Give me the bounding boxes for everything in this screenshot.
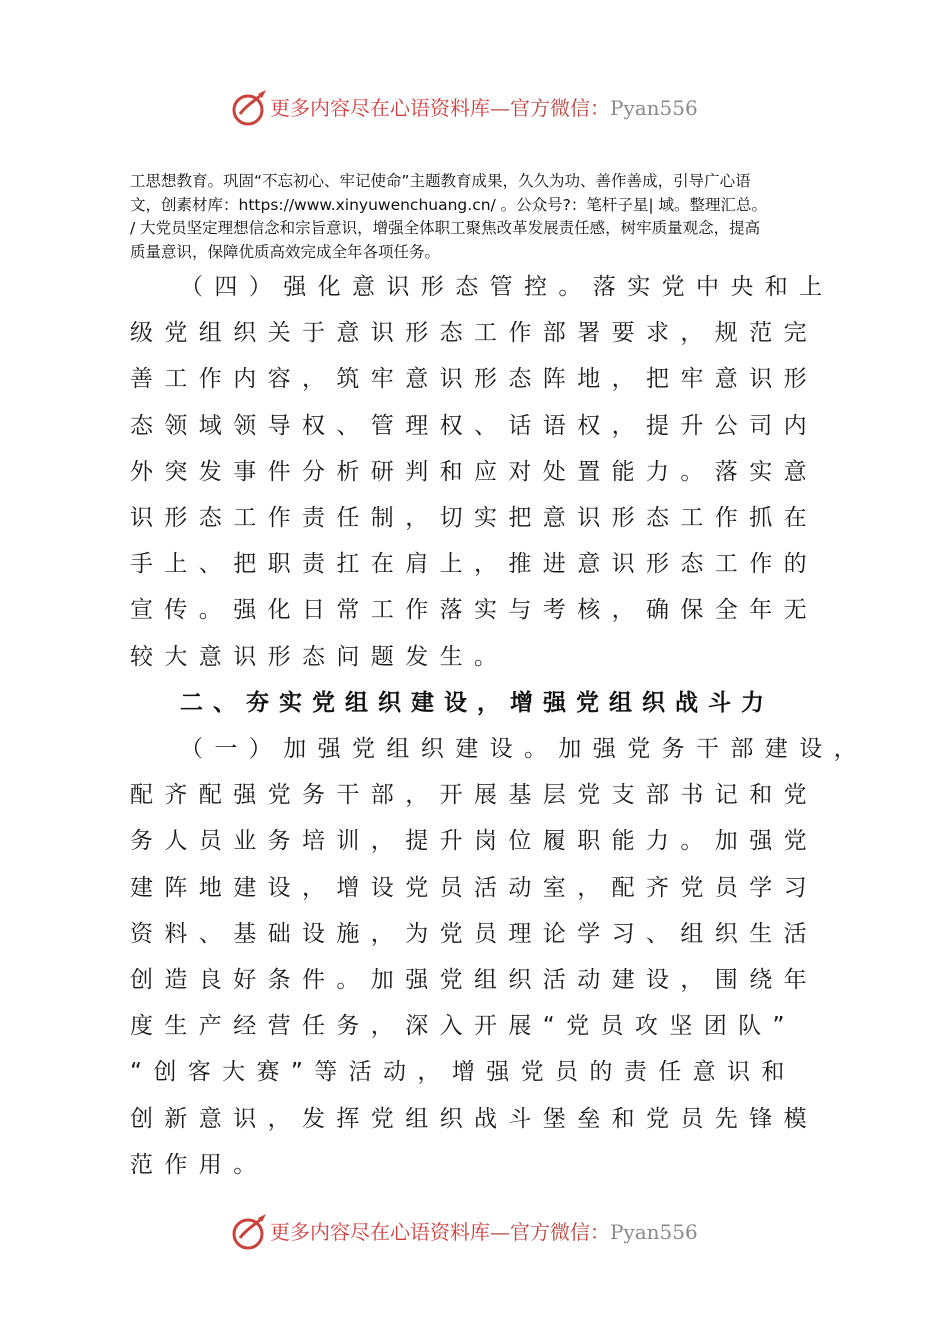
intro-line: 工思想教育。巩固“不忘初心、牢记使命”主题教育成果，久久为功、善作善成，引导广心语 [130,172,751,190]
paragraph-line: （四）强化意识形态管控。落实党中央和上 [180,274,834,300]
paragraph-line: 创新意识，发挥党组织战斗堡垒和党员先锋模 [130,1105,818,1132]
paragraph-line: 善工作内容，筑牢意识形态阵地，把牢意识形 [130,366,818,393]
section-one-paragraph [130,726,868,1188]
intro-line: / 大党员坚定理想信念和宗旨意识，增强全体职工聚焦改革发展责任感，树牢质量观念，提高 [130,219,761,237]
paragraph-line: 外突发事件分析研判和应对处置能力。落实意 [130,458,818,485]
banner-wechat-label: —官方微信： [490,96,610,120]
paragraph-line: 创造良好条件。加强党组织活动建设，围绕年 [130,966,818,993]
banner-text [270,1216,698,1245]
pen-logo-icon [230,1212,270,1252]
paragraph-line: 态领域领导权、管理权、话语权，提升公司内 [130,412,818,439]
paragraph-line: 务人员业务培训，提升岗位履职能力。加强党 [130,828,818,855]
paragraph-line: 较大意识形态问题发生。 [130,643,509,670]
pen-logo-icon [230,88,270,128]
section-heading: 二、夯实党组织建设，增强党组织战斗力 [180,690,774,716]
paragraph-line: 资料、基础设施，为党员理论学习、组织生活 [130,920,818,947]
paragraph-line: 建阵地建设，增设党员活动室，配齐党员学习 [130,874,818,901]
paragraph-line: 宣传。强化日常工作落实与考核，确保全年无 [130,597,818,624]
paragraph-line: 度生产经营任务，深入开展“党员攻坚团队” [130,1013,796,1040]
intro-paragraph [130,170,840,264]
paragraph-line: 手上、把职责扛在肩上，推进意识形态工作的 [130,551,818,578]
banner-wechat-id: Pyan556 [610,96,698,120]
paragraph-line: 识形态工作责任制，切实把意识形态工作抓在 [130,504,818,531]
intro-line: 文，创素材库：https://www.xinyuwenchuang.cn/ 。公众号?：笔杆子星| 域。整理汇总。 [130,195,768,214]
banner-title: 更多内容尽在心语资料库 [270,1220,490,1244]
paragraph-line: 配齐配强党务干部，开展基层党支部书记和党 [130,782,818,809]
banner-text [270,92,698,121]
paragraph-line: （一）加强党组织建设。加强党务干部建设， [180,736,868,762]
header-banner [0,82,950,132]
footer-banner [0,1206,950,1256]
intro-line: 质量意识，保障优质高效完成全年各项任务。 [130,242,441,261]
banner-wechat-label: —官方微信： [490,1220,610,1244]
section-four-paragraph [130,264,834,680]
paragraph-line: 级党组织关于意识形态工作部署要求，规范完 [130,320,818,347]
paragraph-line: 范作用。 [130,1151,268,1178]
paragraph-line: “创客大赛”等活动，增强党员的责任意识和 [130,1059,796,1086]
banner-wechat-id: Pyan556 [610,1220,698,1244]
banner-title: 更多内容尽在心语资料库 [270,96,490,120]
